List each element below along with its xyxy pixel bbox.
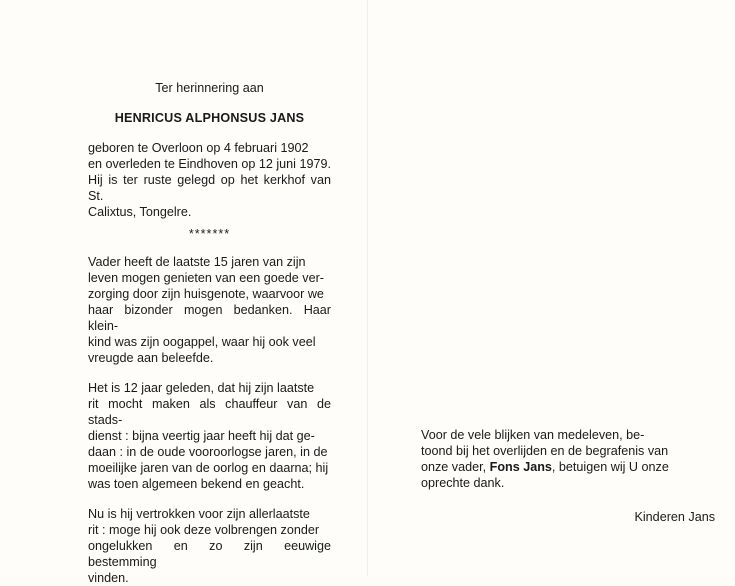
chauffeur-line-2: rit mocht maken als chauffeur van de stads- bbox=[88, 397, 331, 427]
thanks-line-4: oprechte dank. bbox=[421, 476, 505, 490]
card-fold-line bbox=[367, 0, 368, 576]
birth-death-paragraph bbox=[88, 140, 331, 220]
chauffeur-line-3: dienst : bijna veertig jaar heeft hij dat ge- bbox=[88, 429, 315, 443]
care-line-5: kind was zijn oogappel, waar hij ook veel bbox=[88, 335, 316, 349]
paragraph-last-ride bbox=[88, 506, 331, 586]
left-panel bbox=[88, 80, 331, 586]
birth-line-3: Hij is ter ruste gelegd op het kerkhof van St. bbox=[88, 173, 331, 203]
thanks-line-2: toond bij het overlijden en de begrafenis van bbox=[421, 444, 669, 458]
chauffeur-line-6: was toen algemeen bekend en geacht. bbox=[88, 477, 305, 491]
care-line-6: vreugde aan beleefde. bbox=[88, 351, 214, 365]
thanks-line-3-end: , betuigen wij U onze bbox=[551, 460, 669, 474]
last-ride-line-3: ongelukken en zo zijn eeuwige bestemming bbox=[88, 539, 331, 569]
chauffeur-line-4: daan : in de oude vooroorlogse jaren, in de bbox=[88, 445, 328, 459]
paragraph-care bbox=[88, 254, 331, 366]
last-ride-line-4: vinden. bbox=[88, 571, 129, 585]
birth-line-1: geboren te Overloon op 4 februari 1902 bbox=[88, 141, 309, 155]
thanks-line-3-start: onze vader, bbox=[421, 460, 487, 474]
last-ride-line-1: Nu is hij vertrokken voor zijn allerlaatste bbox=[88, 507, 310, 521]
chauffeur-line-1: Het is 12 jaar geleden, dat hij zijn laatste bbox=[88, 381, 315, 395]
right-panel bbox=[421, 427, 715, 525]
last-ride-line-2: rit : moge hij ook deze volbrengen zonder bbox=[88, 523, 320, 537]
care-line-4: haar bizonder mogen bedanken. Haar klein- bbox=[88, 303, 331, 333]
thanks-line-1: Voor de vele blijken van medeleven, be- bbox=[421, 428, 645, 442]
spacer bbox=[88, 492, 331, 506]
star-divider: ******* bbox=[188, 227, 231, 241]
care-line-2: leven mogen genieten van een goede ver- bbox=[88, 271, 324, 285]
birth-line-4: Calixtus, Tongelre. bbox=[88, 205, 192, 219]
care-line-3: zorging door zijn huisgenote, waarvoor we bbox=[88, 287, 324, 301]
deceased-name: HENRICUS ALPHONSUS JANS bbox=[114, 111, 305, 125]
birth-line-2: en overleden te Eindhoven op 12 juni 1979. bbox=[88, 157, 331, 171]
paragraph-chauffeur bbox=[88, 380, 331, 492]
fons-jans-name: Fons Jans bbox=[489, 460, 552, 474]
intro-text: Ter herinnering aan bbox=[155, 81, 264, 95]
signature: Kinderen Jans bbox=[634, 510, 715, 524]
care-line-1: Vader heeft de laatste 15 jaren van zijn bbox=[88, 255, 306, 269]
chauffeur-line-5: moeilijke jaren van de oorlog en daarna; hij bbox=[88, 461, 329, 475]
spacer bbox=[88, 366, 331, 380]
thanks-paragraph bbox=[421, 427, 715, 491]
thanks-line-3 bbox=[421, 459, 715, 475]
